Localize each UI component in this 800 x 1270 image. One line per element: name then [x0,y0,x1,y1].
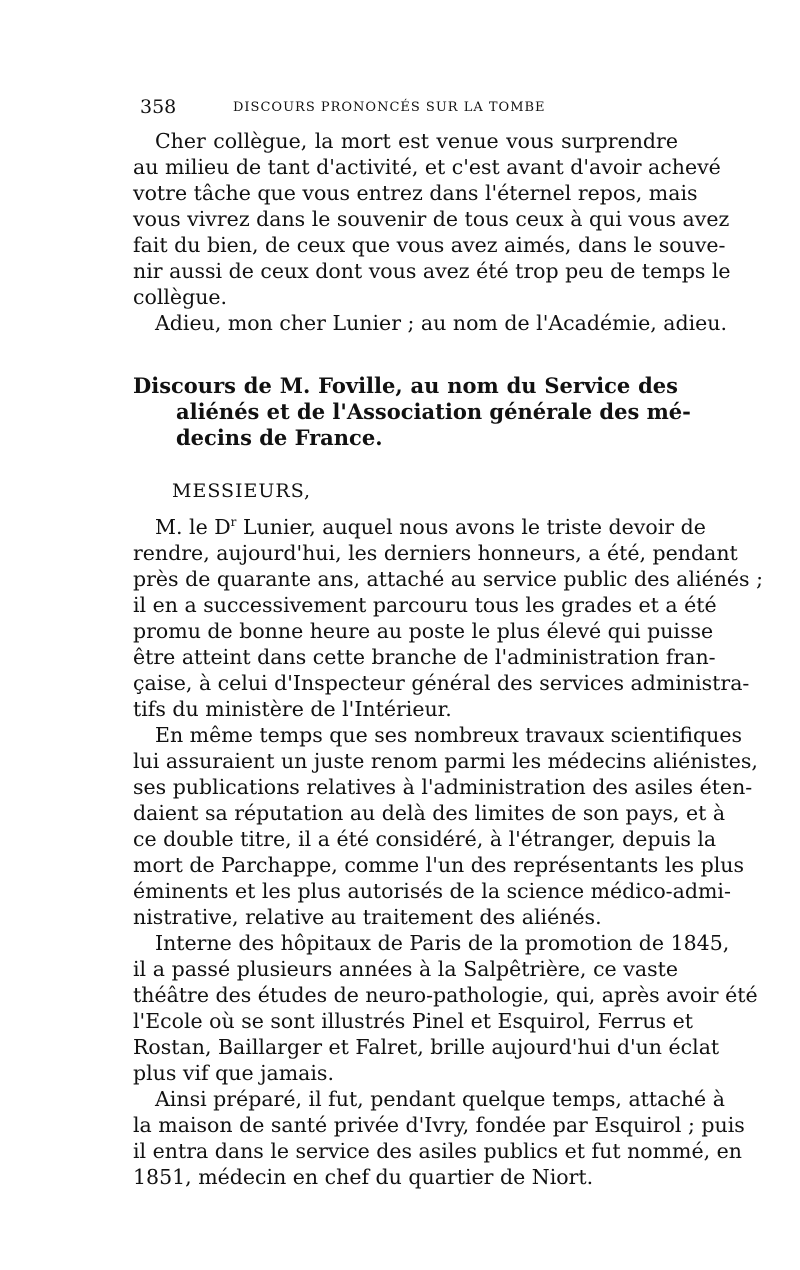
text-line: éminents et les plus autorisés de la science médico-admi- [133,879,731,903]
text-line: plus vif que jamais. [133,1061,334,1085]
text-fragment: M. le D [155,515,231,539]
text-line: rendre, aujourd'hui, les derniers honneurs, a été, pendant [133,541,738,565]
text-line: votre tâche que vous entrez dans l'éternel repos, mais [133,181,698,205]
text-line: tifs du ministère de l'Intérieur. [133,697,452,721]
section-heading-line: aliénés et de l'Association générale des mé- [176,399,691,424]
running-title: DISCOURS PRONONCÉS SUR LA TOMBE [233,100,546,115]
text-line: fait du bien, de ceux que vous avez aimés, dans le souve- [133,233,726,257]
text-line: au milieu de tant d'activité, et c'est avant d'avoir achevé [133,155,721,179]
text-line: daient sa réputation au delà des limites de son pays, et à [133,801,726,825]
adieu-line: Adieu, mon cher Lunier ; au nom de l'Académie, adieu. [155,311,728,335]
text-line: çaise, à celui d'Inspecteur général des services administra- [133,671,750,695]
section-heading-line: Discours de M. Foville, au nom du Service des [133,373,678,398]
text-line: il entra dans le service des asiles publics et fut nommé, en [133,1139,742,1163]
text-line: Ainsi préparé, il fut, pendant quelque temps, attaché à [155,1087,725,1111]
text-line: lui assuraient un juste renom parmi les médecins aliénistes, [133,749,758,773]
text-line: mort de Parchappe, comme l'un des représentants les plus [133,853,744,877]
section-heading-line: decins de France. [176,425,383,450]
text-line: nistrative, relative au traitement des aliénés. [133,905,602,929]
text-line: ses publications relatives à l'administration des asiles éten- [133,775,753,799]
text-line: nir aussi de ceux dont vous avez été trop peu de temps le [133,259,731,283]
text-line: vous vivrez dans le souvenir de tous ceux à qui vous avez [133,207,730,231]
superscript: r [230,515,237,530]
page-header [135,96,675,120]
text-line: théâtre des études de neuro-pathologie, qui, après avoir été [133,983,758,1007]
text-line: l'Ecole où se sont illustrés Pinel et Esquirol, Ferrus et [133,1009,694,1033]
text-fragment: Lunier, auquel nous avons le triste devoir de [236,515,706,539]
text-line: il a passé plusieurs années à la Salpêtrière, ce vaste [133,957,678,981]
text-line: la maison de santé privée d'Ivry, fondée par Esquirol ; puis [133,1113,745,1137]
text-line: être atteint dans cette branche de l'administration fran- [133,645,716,669]
text-line: En même temps que ses nombreux travaux scientifiques [155,723,742,747]
text-line: il en a successivement parcouru tous les grades et a été [133,593,717,617]
text-line: Rostan, Baillarger et Falret, brille aujourd'hui d'un éclat [133,1035,720,1059]
text-line: près de quarante ans, attaché au service public des aliénés ; [133,567,764,591]
salutation: MESSIEURS, [172,480,312,502]
page-number: 358 [140,96,177,118]
text-line: collègue. [133,285,228,309]
text-line: promu de bonne heure au poste le plus élevé qui puisse [133,619,714,643]
text-line: 1851, médecin en chef du quartier de Niort. [133,1165,594,1189]
text-line: Interne des hôpitaux de Paris de la promotion de 1845, [155,931,730,955]
text-line: ce double titre, il a été considéré, à l'étranger, depuis la [133,827,717,851]
text-line: Cher collègue, la mort est venue vous surprendre [155,129,678,153]
